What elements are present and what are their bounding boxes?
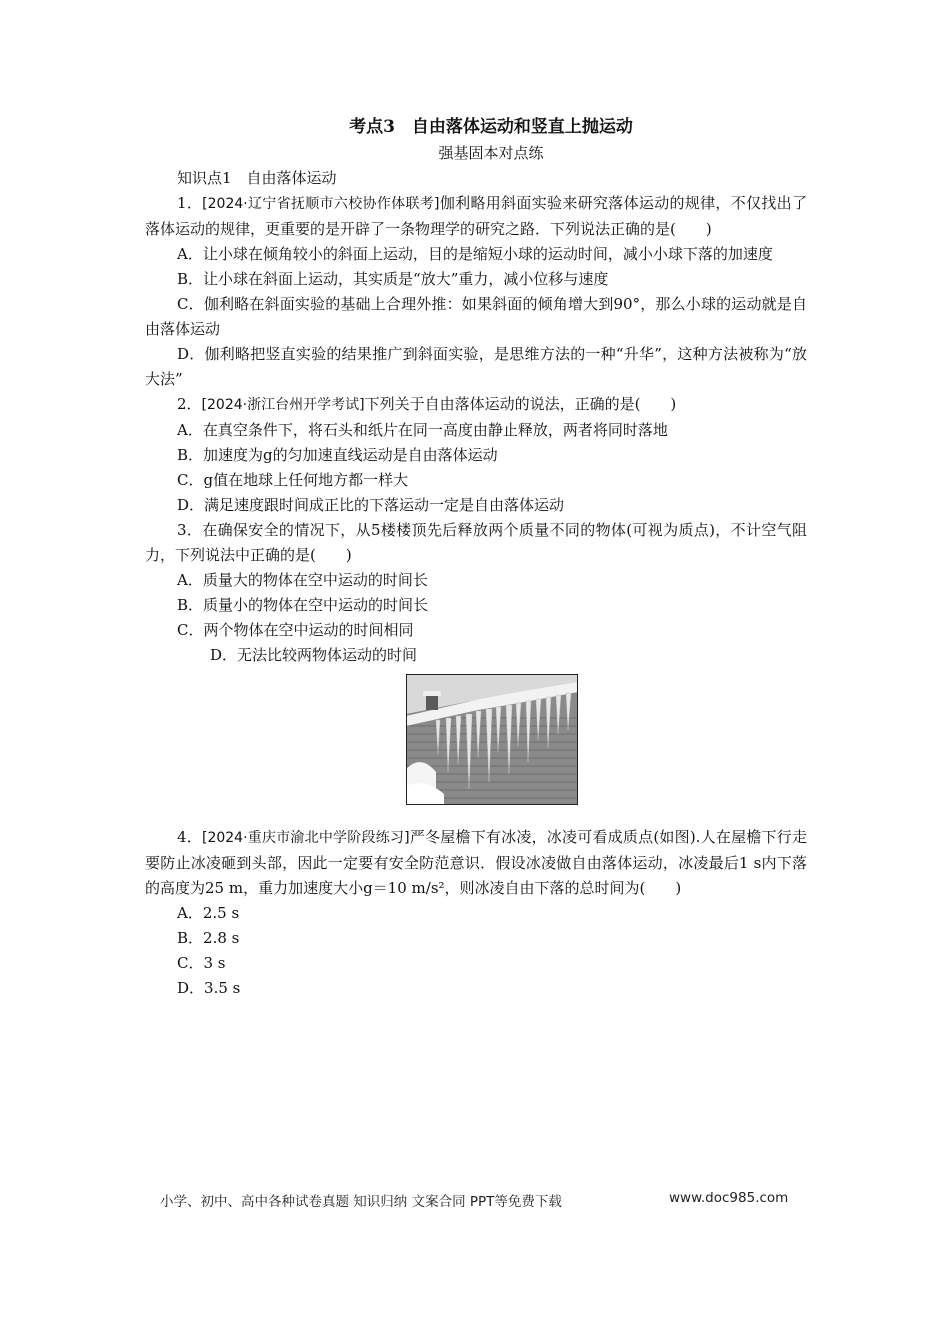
question-4-source: [2024·重庆市渝北中学阶段练习] xyxy=(201,830,410,846)
question-1-stem xyxy=(145,191,807,242)
question-1-option-b: B．让小球在斜面上运动，其实质是“放大”重力，减小位移与速度 xyxy=(177,270,609,288)
question-1-option-d: D．伽利略把竖直实验的结果推广到斜面实验，是思维方法的一种“升华”，这种方法被称为“放大法” xyxy=(145,345,807,388)
question-2-option-d: D．满足速度跟时间成正比的下落运动一定是自由落体运动 xyxy=(177,496,565,514)
question-3-text: 在确保安全的情况下，从5楼楼顶先后释放两个质量不同的物体(可视为质点)，不计空气阻力，下列说法中正确的是( ) xyxy=(145,521,807,564)
question-1-option-a: A．让小球在倾角较小的斜面上运动，目的是缩短小球的运动时间，减小小球下落的加速度 xyxy=(177,245,773,263)
section-subtitle: 强基固本对点练 xyxy=(438,144,544,162)
question-2-stem xyxy=(145,392,807,418)
knowledge-point-heading: 知识点1 自由落体运动 xyxy=(177,169,337,187)
question-3-option-d: D．无法比较两物体运动的时间 xyxy=(210,646,418,664)
question-4-text: 严冬屋檐下有冰凌，冰凌可看成质点(如图).人在屋檐下行走要防止冰凌砸到头部，因此一定要有安全防范意识．假设冰凌做自由落体运动，冰凌最后1 s内下落的高度为25 m，重力加速度大小g＝10 m/s²，则冰凌自由下落的总时间为( ) xyxy=(145,828,807,897)
question-4-option-d: D．3.5 s xyxy=(177,979,241,997)
document-page xyxy=(145,112,807,1001)
question-2-option-c: C．g值在地球上任何地方都一样大 xyxy=(177,471,409,489)
question-1-option-c: C．伽利略在斜面实验的基础上合理外推：如果斜面的倾角增大到90°，那么小球的运动就是自由落体运动 xyxy=(145,295,807,338)
question-4-option-c: C．3 s xyxy=(177,954,226,972)
question-3-option-c: C．两个物体在空中运动的时间相同 xyxy=(177,621,414,639)
question-4-option-b: B．2.8 s xyxy=(177,929,240,947)
question-1-number: 1． xyxy=(177,194,203,212)
footer-text: 小学、初中、高中各种试卷真题 知识归纳 文案合同 PPT等免费下载 xyxy=(160,1194,562,1210)
question-3-number: 3． xyxy=(177,521,203,539)
question-4-stem xyxy=(145,825,807,901)
question-2-option-a: A．在真空条件下，将石头和纸片在同一高度由静止释放，两者将同时落地 xyxy=(177,421,668,439)
question-2-source: [2024·浙江台州开学考试] xyxy=(201,397,365,413)
question-3-option-b: B．质量小的物体在空中运动的时间长 xyxy=(177,596,429,614)
footer-url[interactable]: www.doc985.com xyxy=(669,1190,789,1206)
question-3-stem xyxy=(145,518,807,568)
page-footer xyxy=(160,1190,800,1210)
question-4-number: 4． xyxy=(177,828,202,846)
question-2-number: 2． xyxy=(177,395,202,413)
question-3-option-a: A．质量大的物体在空中运动的时间长 xyxy=(177,571,428,589)
question-1-source: [2024·辽宁省抚顺市六校协作体联考] xyxy=(202,196,440,212)
question-2-text: 下列关于自由落体运动的说法，正确的是( ) xyxy=(364,395,677,413)
page-title: 考点3 自由落体运动和竖直上抛运动 xyxy=(349,117,633,137)
icicle-photo xyxy=(406,674,578,805)
question-4-option-a: A．2.5 s xyxy=(177,904,240,922)
icicle-eave-image xyxy=(406,674,578,805)
question-2-option-b: B．加速度为g的匀加速直线运动是自由落体运动 xyxy=(177,446,498,464)
question-1-text: 伽利略用斜面实验来研究落体运动的规律，不仅找出了落体运动的规律，更重要的是开辟了一条物理学的研究之路．下列说法正确的是( ) xyxy=(145,194,807,238)
